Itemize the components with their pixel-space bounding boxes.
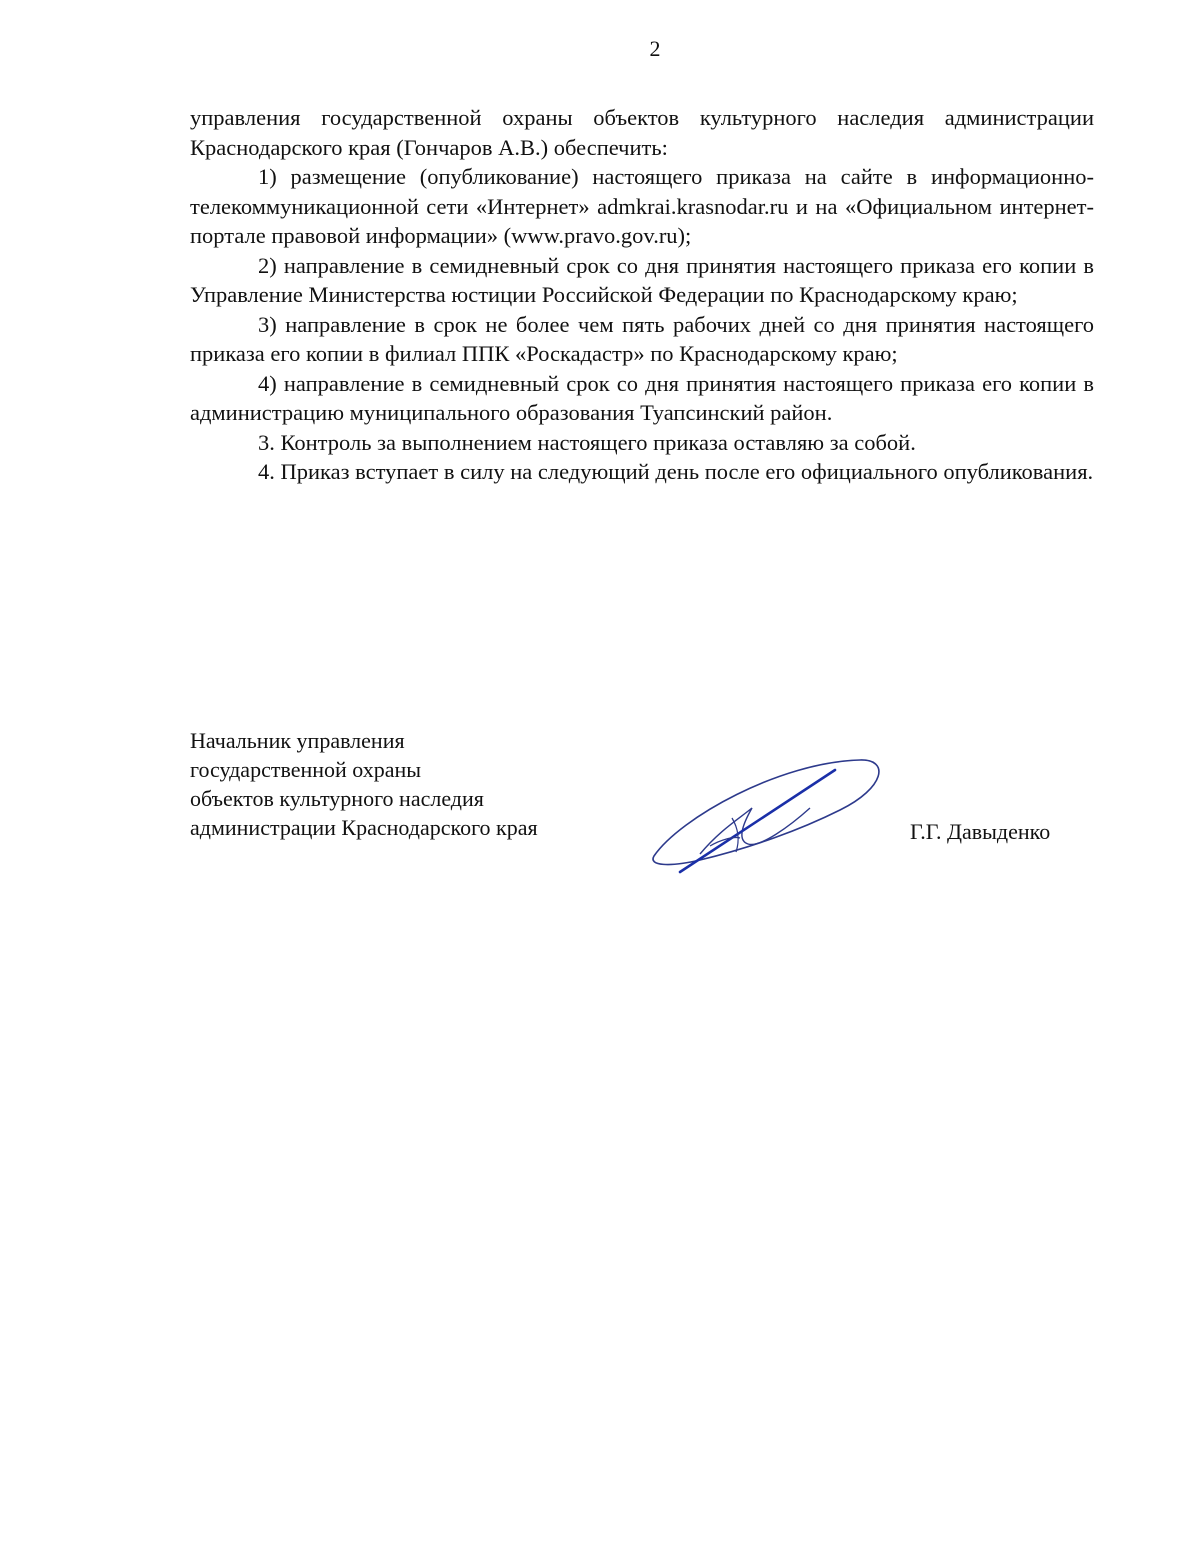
paragraph-item-2: 2) направление в семидневный срок со дня принятия настоящего приказа его копии в Управление Министерства юстиции Российской Федерации по Краснодарскому краю; <box>190 252 1094 307</box>
paragraph-item-3: 3) направление в срок не более чем пять рабочих дней со дня принятия настоящего приказа его копии в филиал ППК «Роскадастр» по Краснодарскому краю; <box>190 311 1094 366</box>
signatory-position <box>190 726 650 842</box>
paragraph-item-1: 1) размещение (опубликование) настоящего приказа на сайте в информационно-телекоммуникационной сети «Интернет» admkrai.krasnodar.ru и на «Официальном интернет-портале правовой информации» (www.pravo.gov.ru); <box>190 164 1094 248</box>
handwritten-signature <box>640 748 900 888</box>
signer-name: Г.Г. Давыденко <box>910 819 1051 844</box>
paragraph-clause-4: 4. Приказ вступает в силу на следующий день после его официального опубликования. <box>258 459 1094 484</box>
position-line: государственной охраны <box>190 757 422 782</box>
paragraph-clause-3: 3. Контроль за выполнением настоящего приказа оставляю за собой. <box>258 429 916 455</box>
paragraph-item-4: 4) направление в семидневный срок со дня принятия настоящего приказа его копии в администрацию муниципального образования Туапсинский район. <box>190 370 1094 425</box>
position-line: объектов культурного наследия <box>190 786 484 811</box>
position-line: Начальник управления <box>190 728 405 753</box>
page-number: 2 <box>649 36 661 61</box>
signature-loop-stroke <box>653 760 879 865</box>
position-line: администрации Краснодарского края <box>190 815 538 840</box>
paragraph-intro: управления государственной охраны объектов культурного наследия администрации Краснодарского края (Гончаров А.В.) обеспечить: <box>190 105 1094 160</box>
document-body <box>190 103 1094 487</box>
